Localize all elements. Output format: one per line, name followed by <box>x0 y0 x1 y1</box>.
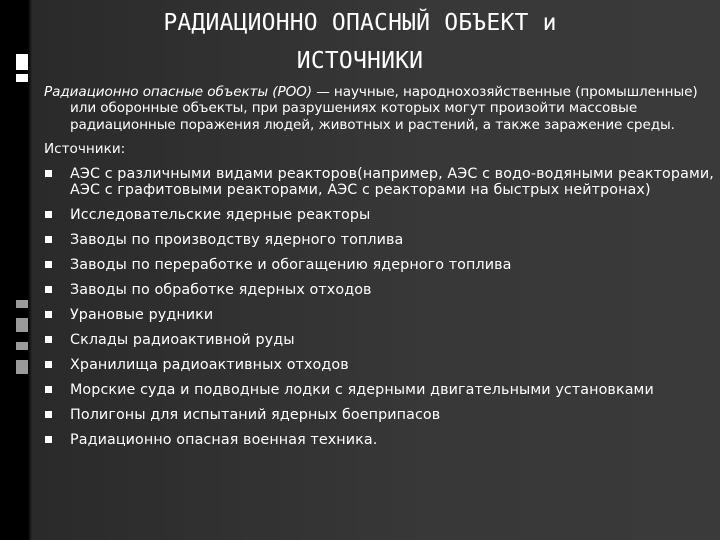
list-item <box>44 382 714 398</box>
list-item <box>44 357 714 373</box>
list-item-text: Склады радиоактивной руды <box>70 332 295 349</box>
decor-bar <box>16 300 28 308</box>
bullet-icon <box>45 286 52 293</box>
list-item <box>44 307 714 323</box>
decor-bar <box>16 318 28 332</box>
list-item-text: Исследовательские ядерные реакторы <box>70 207 371 224</box>
bullet-icon <box>45 311 52 318</box>
list-item-text: Заводы по обработке ядерных отходов <box>70 282 372 299</box>
list-item-text: Морские суда и подводные лодки с ядерными двигательными установками <box>70 382 654 399</box>
list-item-text: Урановые рудники <box>70 307 214 324</box>
list-item <box>44 432 714 448</box>
intro-paragraph <box>44 84 714 133</box>
list-item-text: Хранилища радиоактивных отходов <box>70 357 349 374</box>
bullet-icon <box>45 261 52 268</box>
bullet-icon <box>45 361 52 368</box>
bullet-icon <box>45 411 52 418</box>
slide-title <box>60 4 660 80</box>
bullet-icon <box>45 436 52 443</box>
list-item-text: Заводы по переработке и обогащению ядерного топлива <box>70 257 512 274</box>
intro-term: Радиационно опасные объекты (РОО) <box>44 84 312 100</box>
list-item <box>44 257 714 273</box>
sources-label: Источники: <box>44 141 126 158</box>
slide-content <box>44 84 714 457</box>
list-item <box>44 166 714 199</box>
bullet-icon <box>45 170 52 177</box>
bullet-icon <box>45 386 52 393</box>
list-item <box>44 282 714 298</box>
list-item-text: АЭС с различными видами реакторов(например, АЭС с водо-водяными реакторами, АЭС с графитовыми реакторами, АЭС с реакторами на быстрых нейтронах) <box>70 165 714 199</box>
slide-title-line2: ИСТОЧНИКИ <box>296 48 424 74</box>
decor-bar <box>16 74 28 82</box>
list-item-text: Полигоны для испытаний ядерных боеприпасов <box>70 407 441 424</box>
decor-bar <box>16 360 28 374</box>
slide-title-line1: РАДИАЦИОННО ОПАСНЫЙ ОБЪЕКТ и <box>163 10 557 36</box>
list-item <box>44 407 714 423</box>
sources-list <box>44 166 714 449</box>
bullet-icon <box>45 336 52 343</box>
bullet-icon <box>45 211 52 218</box>
list-item <box>44 332 714 348</box>
intro-text: — научные, народнохозяйственные (промышленные) или оборонные объекты, при разрушениях которых могут произойти массовые радиационные поражения людей, животных и растений, а также заражение среды. <box>70 84 698 133</box>
decor-bar <box>16 342 28 350</box>
list-item-text: Радиационно опасная военная техника. <box>70 432 378 449</box>
bullet-icon <box>45 236 52 243</box>
list-item-text: Заводы по производству ядерного топлива <box>70 232 404 249</box>
decor-bar <box>16 54 28 70</box>
list-item <box>44 207 714 223</box>
list-item <box>44 232 714 248</box>
decorative-bars <box>0 0 30 540</box>
